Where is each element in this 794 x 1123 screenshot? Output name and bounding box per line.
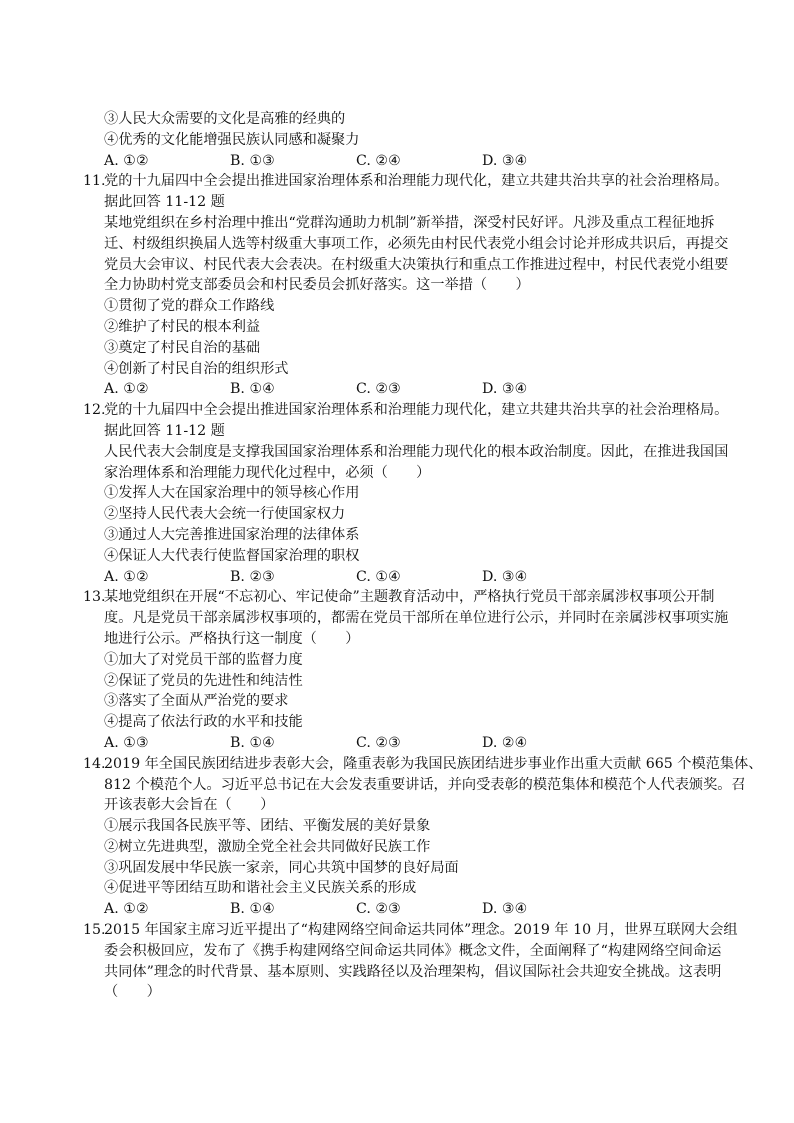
option-c: C. ②④: [356, 152, 401, 169]
statement-item: ④提高了依法行政的水平和技能: [104, 714, 303, 731]
statement-item: ①加大了对党员干部的监督力度: [104, 651, 303, 668]
question-12: [83, 400, 733, 587]
statement-item: ②树立先进典型，激励全党全社会共同做好民族工作: [104, 838, 431, 855]
question-number: 11.: [83, 173, 106, 190]
option-b: B. ①④: [230, 734, 275, 751]
statement-item: ②坚持人民代表大会统一行使国家权力: [104, 506, 346, 523]
question-number: 12.: [83, 402, 106, 419]
question-line: 据此回答 11-12 题: [104, 422, 225, 439]
option-a: A. ①②: [104, 901, 149, 918]
answer-options: [83, 379, 733, 400]
statement-item: ②维护了村民的根本利益: [104, 318, 261, 335]
option-c: C. ②③: [356, 381, 401, 398]
option-d: D. ②④: [482, 734, 528, 751]
question-line: 度。凡是党员干部亲属涉权事项的，都需在党员干部所在单位进行公示，并同时在亲属涉权事项实施: [104, 610, 729, 627]
question-line: [83, 754, 763, 775]
question-text: 党的十九届四中全会提出推进国家治理体系和治理能力现代化，建立共建共治共享的社会治理格局。: [104, 402, 729, 419]
question-line: 开该表彰大会旨在（ ）: [104, 797, 275, 814]
statement-item: ④优秀的文化能增强民族认同感和凝聚力: [104, 131, 360, 148]
option-a: A. ①②: [104, 152, 149, 169]
question-line: [83, 400, 733, 421]
option-a: A. ①②: [104, 568, 149, 585]
question-line: 党员大会审议、村民代表大会表决。在村级重大决策执行和重点工作推进过程中，村民代表党小组要: [104, 256, 729, 273]
question-line: 某地党组织在乡村治理中推出“党群沟通助力机制”新举措，深受村民好评。凡涉及重点工程征地拆: [104, 214, 715, 231]
question-line: 家治理体系和治理能力现代化过程中，必须（ ）: [104, 464, 431, 481]
option-d: D. ③④: [482, 568, 528, 585]
option-c: C. ①④: [356, 568, 401, 585]
question-line: （ ）: [104, 984, 161, 1001]
question-line: 据此回答 11-12 题: [104, 194, 225, 211]
question-line: [83, 171, 733, 192]
option-c: C. ②③: [356, 734, 401, 751]
question-13: [83, 587, 733, 753]
question-line: [83, 920, 738, 941]
statement-item: ①贯彻了党的群众工作路线: [104, 298, 275, 315]
question-number: 14.: [83, 755, 106, 772]
exam-content: [83, 109, 763, 1003]
option-b: B. ①④: [230, 901, 275, 918]
question-10-tail: [83, 109, 733, 171]
statement-item: ③通过人大完善推进国家治理的法律体系: [104, 526, 360, 543]
option-d: D. ③④: [482, 901, 528, 918]
option-c: C. ②③: [356, 901, 401, 918]
option-d: D. ③④: [482, 381, 528, 398]
question-text: 党的十九届四中全会提出推进国家治理体系和治理能力现代化，建立共建共治共享的社会治理格局。: [104, 173, 729, 190]
statement-item: ①展示我国各民族平等、团结、平衡发展的美好景象: [104, 818, 431, 835]
option-b: B. ②③: [230, 568, 275, 585]
option-d: D. ③④: [482, 152, 528, 169]
question-text: 2015 年国家主席习近平提出了“构建网络空间命运共同体”理念。2019 年 10 月，世界互联网大会组: [104, 922, 738, 939]
question-text: 2019 年全国民族团结进步表彰大会，隆重表彰为我国民族团结进步事业作出重大贡献 665 个模范集体、: [104, 755, 763, 772]
statement-item: ③巩固发展中华民族一家亲，同心共筑中国梦的良好局面: [104, 859, 459, 876]
statement-item: ③落实了全面从严治党的要求: [104, 693, 289, 710]
statement-item: ③人民大众需要的文化是高雅的经典的: [104, 111, 346, 127]
answer-options: [83, 151, 733, 172]
option-a: A. ①③: [104, 734, 149, 751]
question-line: 委会积极回应，发布了《携手构建网络空间命运共同体》概念文件，全面阐释了“构建网络空间命运: [104, 942, 722, 959]
answer-options: [83, 567, 733, 588]
question-11: [83, 171, 733, 400]
statement-item: ①发挥人大在国家治理中的领导核心作用: [104, 485, 360, 502]
question-15: [83, 920, 738, 1003]
statement-item: ②保证了党员的先进性和纯洁性: [104, 672, 303, 689]
question-line: 迁、村级组织换届人选等村级重大事项工作，必须先由村民代表党小组会讨论并形成共识后，再提交: [104, 235, 729, 252]
option-a: A. ①②: [104, 381, 149, 398]
statement-item: ④保证人大代表行使监督国家治理的职权: [104, 547, 360, 564]
statement-item: ④创新了村民自治的组织形式: [104, 360, 289, 377]
question-line: 共同体”理念的时代背景、基本原则、实践路径以及治理架构，倡议国际社会共迎安全挑战。这表明: [104, 963, 722, 980]
question-text: 某地党组织在开展“不忘初心、牢记使命”主题教育活动中，严格执行党员干部亲属涉权事项公开制: [104, 589, 715, 606]
question-line: [83, 587, 733, 608]
question-line: 812 个模范个人。习近平总书记在大会发表重要讲话，并向受表彰的模范集体和模范个人代表颁奖。召: [104, 776, 746, 793]
answer-options: [83, 733, 733, 754]
option-b: B. ①④: [230, 381, 275, 398]
answer-options: [83, 899, 733, 920]
question-line: 全力协助村党支部委员会和村民委员会抓好落实。这一举措（ ）: [104, 277, 530, 294]
question-line: 地进行公示。严格执行这一制度（ ）: [104, 630, 360, 647]
question-number: 15.: [83, 922, 106, 939]
question-line: 人民代表大会制度是支撑我国国家治理体系和治理能力现代化的根本政治制度。因此，在推进我国国: [104, 443, 729, 460]
question-number: 13.: [83, 589, 106, 606]
option-b: B. ①③: [230, 152, 275, 169]
statement-item: ③奠定了村民自治的基础: [104, 339, 261, 356]
statement-item: ④促进平等团结互助和谐社会主义民族关系的形成: [104, 880, 417, 897]
question-14: [83, 754, 763, 920]
